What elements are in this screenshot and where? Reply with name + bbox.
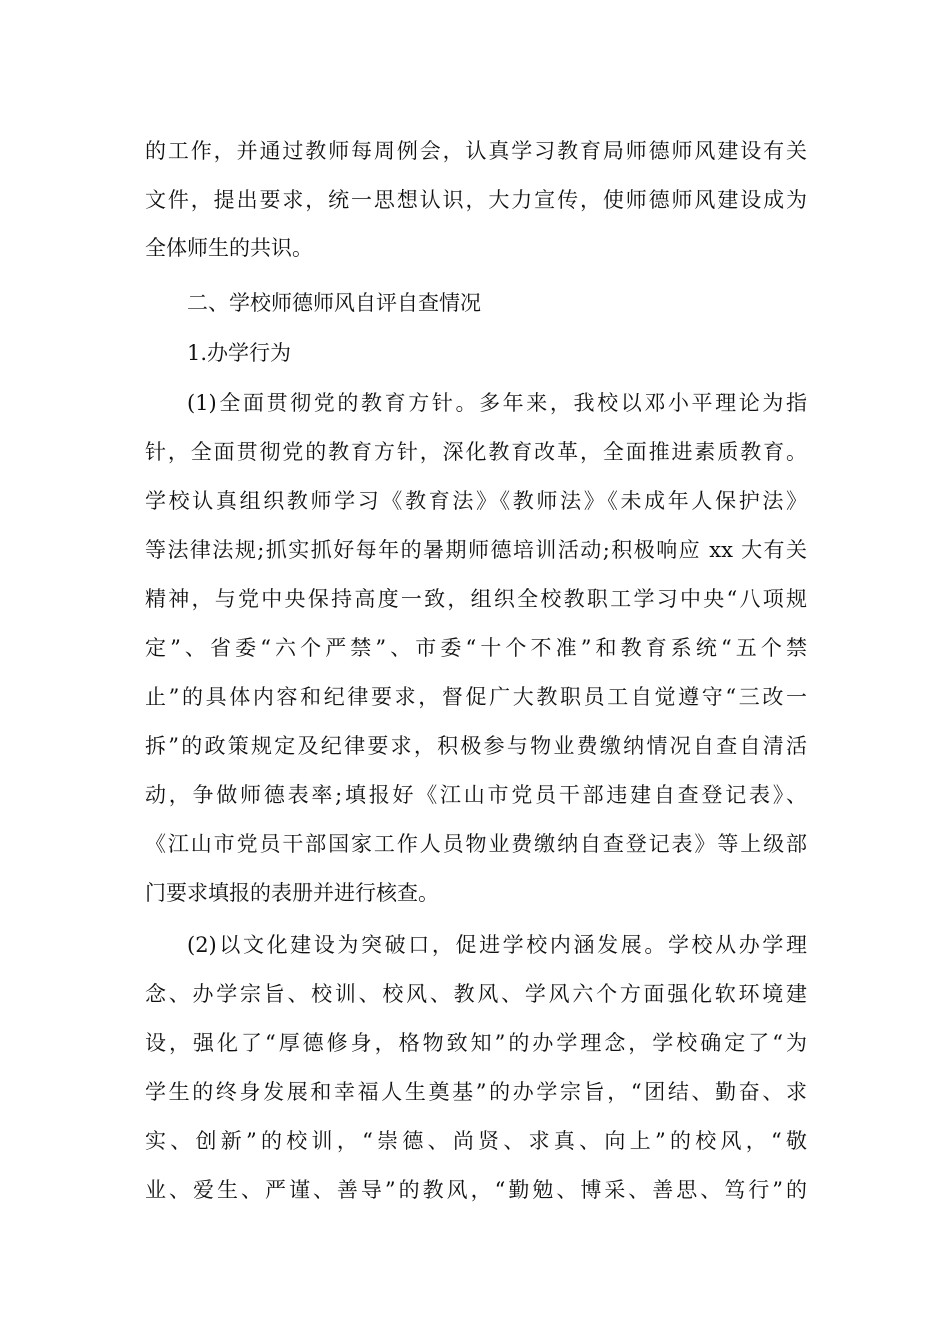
subsection-heading: 1.办学行为 bbox=[187, 341, 292, 365]
paragraph-line: 念、办学宗旨、校训、校风、教风、学风六个方面强化软环境建 bbox=[145, 982, 807, 1006]
paragraph-line: 动，争做师德表率;填报好《江山市党员干部违建自查登记表》、 bbox=[145, 783, 807, 807]
paragraph-line: 等法律法规;抓实抓好每年的暑期师德培训活动;积极响应 xx 大有关 bbox=[145, 538, 807, 562]
section-heading: 二、学校师德师风自评自查情况 bbox=[187, 291, 481, 315]
paragraph-line: 业、爱生、严谨、善导”的教风，“勤勉、博采、善思、笃行”的 bbox=[145, 1178, 807, 1202]
paragraph-line: 学生的终身发展和幸福人生奠基”的办学宗旨，“团结、勤奋、求 bbox=[145, 1080, 807, 1104]
paragraph-line: 针，全面贯彻党的教育方针，深化教育改革，全面推进素质教育。 bbox=[145, 440, 807, 464]
paragraph-line: 止”的具体内容和纪律要求，督促广大教职员工自觉遵守“三改一 bbox=[145, 685, 807, 709]
paragraph-line: 定”、省委“六个严禁”、市委“十个不准”和教育系统“五个禁 bbox=[145, 636, 807, 660]
paragraph-line: 精神，与党中央保持高度一致，组织全校教职工学习中央“八项规 bbox=[145, 587, 807, 611]
paragraph-line: 的工作，并通过教师每周例会，认真学习教育局师德师风建设有关 bbox=[145, 139, 807, 163]
paragraph-line: 门要求填报的表册并进行核查。 bbox=[145, 881, 439, 905]
paragraph-line: (2)以文化建设为突破口，促进学校内涵发展。学校从办学理 bbox=[187, 933, 807, 957]
paragraph-line: (1)全面贯彻党的教育方针。多年来，我校以邓小平理论为指 bbox=[187, 391, 807, 415]
paragraph-line: 学校认真组织教师学习《教育法》《教师法》《未成年人保护法》 bbox=[145, 489, 807, 513]
paragraph-line: 实、创新”的校训，“崇德、尚贤、求真、向上”的校风，“敬 bbox=[145, 1129, 807, 1153]
paragraph-line: 文件，提出要求，统一思想认识，大力宣传，使师德师风建设成为 bbox=[145, 188, 807, 212]
paragraph-line: 《江山市党员干部国家工作人员物业费缴纳自查登记表》等上级部 bbox=[145, 832, 807, 856]
paragraph-line: 设，强化了“厚德修身，格物致知”的办学理念，学校确定了“为 bbox=[145, 1031, 807, 1055]
paragraph-line: 全体师生的共识。 bbox=[145, 236, 313, 260]
paragraph-line: 拆”的政策规定及纪律要求，积极参与物业费缴纳情况自查自清活 bbox=[145, 734, 807, 758]
